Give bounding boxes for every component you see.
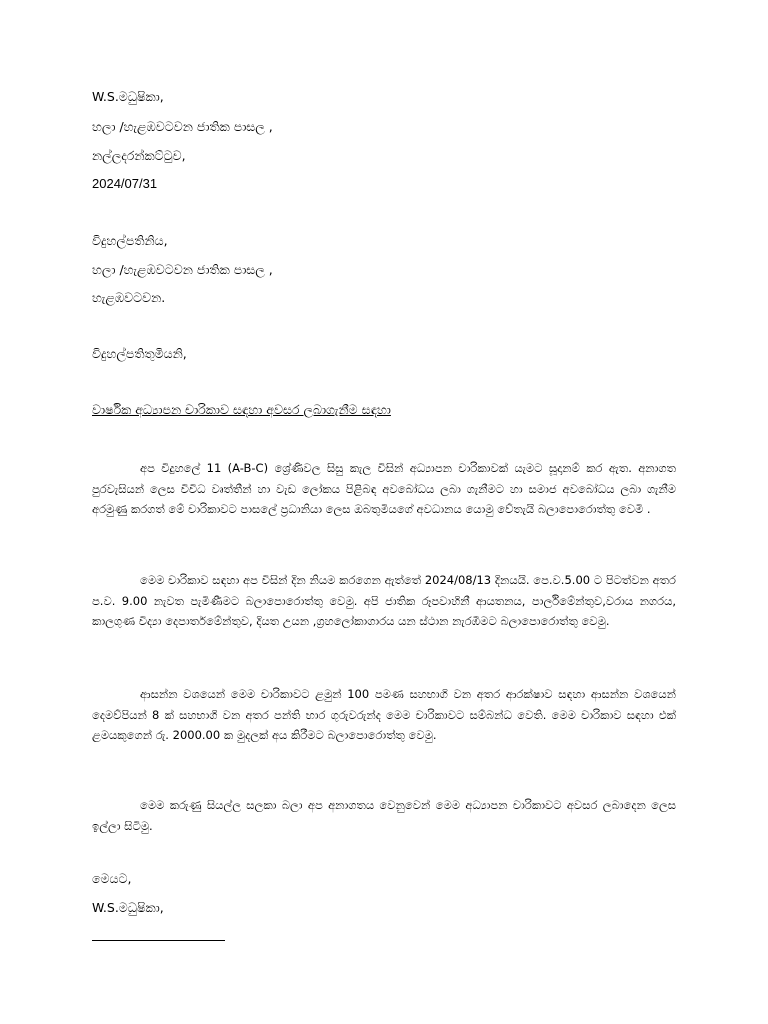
recipient-title: විදුහල්පතිනිය, [92,233,168,248]
sender-address: නල්ලදරන්කට්ටුව, [92,148,186,163]
body-paragraph-3: ආසන්න වශයෙන් මෙම චාරිකාවට ළමුන් 100 පමණ සහභාගි වන අතර ආරක්ෂාව සඳහා ආසන්න වශයෙන් දෙමව්පියන් 8 ක් සහභාගි වන අතර පන්ති භාර ගුරුවරුන්ද මෙම චාරිකාවට සම්බන්ධ වෙති. මෙම චාරිකාව සඳහා එක් ළමයකුගෙන් රු. 2000.00 ක මුදලක් අය කිරීමට බලාපොරොත්තු වෙමු. [92,687,676,742]
signature-line [92,940,225,941]
salutation: විදුහල්පතිතුමියනි, [92,346,187,361]
signer-name: W.S.මධුෂිකා, [92,900,164,915]
closing: මෙයට, [92,871,132,886]
letter-subject: වාර්ෂික අධ්‍යාපන චාරිකාව සඳහා අවසර ලබාගැනීම සඳහා [92,402,391,417]
body-paragraph-1: අප විදුහලේ 11 (A-B-C) ශ්‍රේණිවල සිසු කැල විසින් අධ්‍යාපන චාරිකාවක් යැමට සූදානම් කර ඇත. අනාගත පුරවැසියන් ලෙස විවිධ වෘත්තීන් හා වැඩ ලෝකය පිළිබඳ අවබෝධය ලබා ගැනීමට හා සමාජ අවබෝධය ලබා ගැනීම අරමුණු කරගත් මේ චාරිකාවට පාසලේ ප්‍රධානියා ලෙස ඔබතුමියගේ අවධානය යොමු වේතැයි බලාපොරොත්තු වෙමි . [92,461,676,516]
sender-school: හලා /හැළඹවටවන ජාතික පාසල , [92,119,273,134]
body-paragraph-2: මෙම චාරිකාව සඳහා අප විසින් දින නියම කරගෙන ඇත්තේ 2024/08/13 දිනයයි. පෙ.ව.5.00 ට පිටත්වන අතර ප.ව. 9.00 නැවත පැමිණීමට බලාපොරොත්තු වෙමු. අපි ජාතික රූපවාහිනී ආයතනය, පාර්ලිමේන්තුව,වරාය නගරය, කාලගුණ විද්‍යා දෙපාර්තමේන්තුව, දියත උයන ,ග්‍රහලෝකාගාරය යන ස්ථාන නැරඹීමට බලාපොරොත්තු වෙමු. [92,573,676,628]
letter-date: 2024/07/31 [92,176,158,191]
sender-name: W.S.මධුෂිකා, [92,89,164,104]
recipient-school: හලා /හැළඹවටවන ජාතික පාසල , [92,262,273,277]
recipient-town: හැළඹවටවන. [92,290,166,305]
body-paragraph-4: මෙම කරුණු සියල්ල සලකා බලා අප අනාගතය වෙනුවෙන් මෙම අධ්‍යාපන චාරිකාවට අවසර ලබාදෙන ලෙස ඉල්ලා සිටිමු. [92,798,676,833]
